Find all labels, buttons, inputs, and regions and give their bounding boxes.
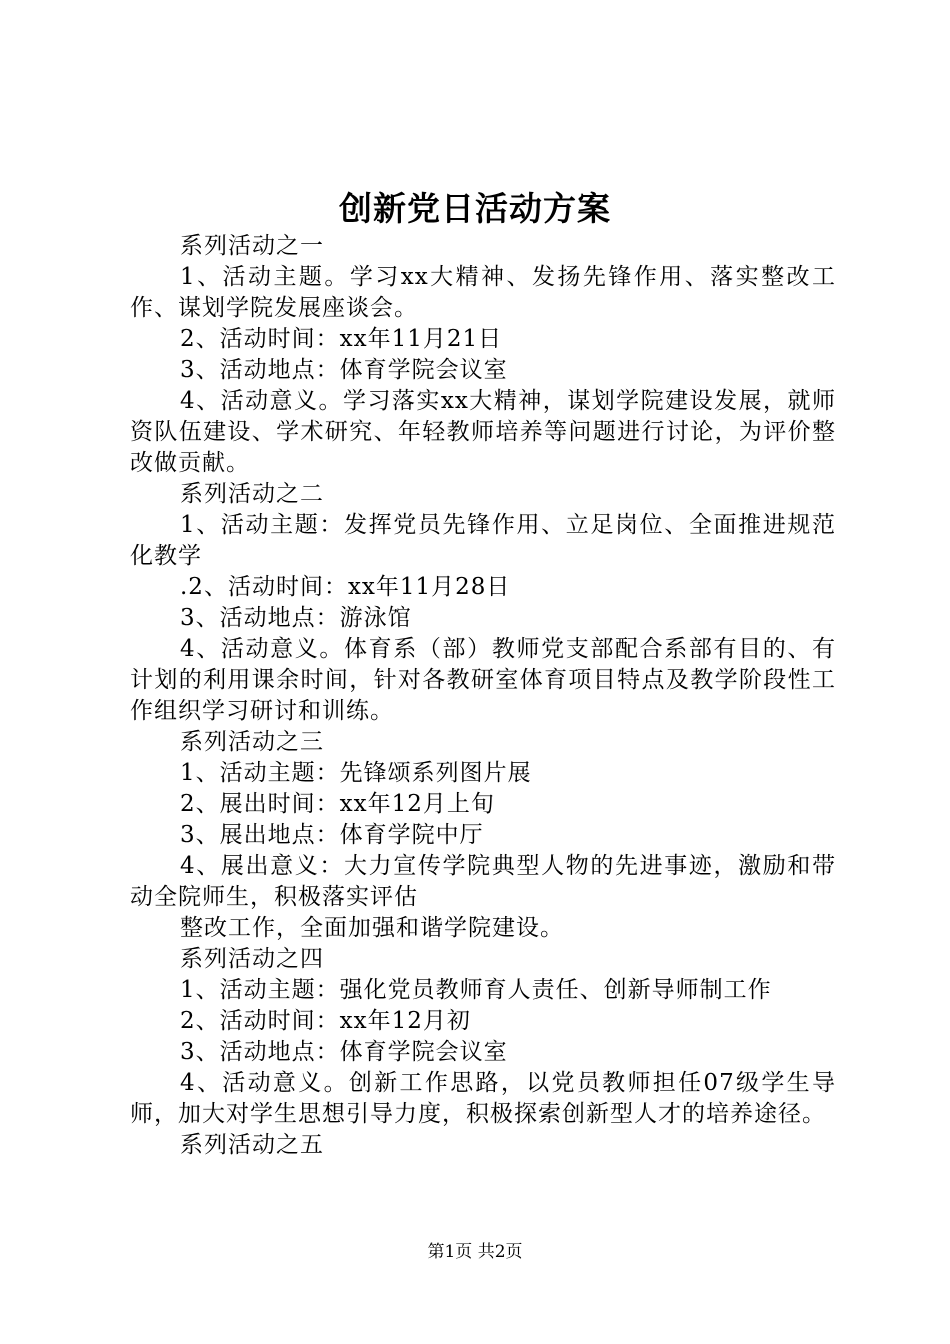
paragraph: 4、活动意义。体育系（部）教师党支部配合系部有目的、有计划的利用课余时间，针对各教研室体育项目特点及教学阶段性工作组织学习研讨和训练。 bbox=[130, 636, 836, 724]
paragraph: 2、活动时间：xx年12月初 bbox=[180, 1008, 471, 1034]
document-title: 创新党日活动方案 bbox=[339, 189, 611, 228]
paragraph: 1、活动主题。学习xx大精神、发扬先锋作用、落实整改工作、谋划学院发展座谈会。 bbox=[130, 264, 836, 321]
paragraph: 3、活动地点：游泳馆 bbox=[180, 605, 412, 631]
paragraph: 1、活动主题：强化党员教师育人责任、创新导师制工作 bbox=[180, 977, 772, 1003]
section-heading-3: 系列活动之三 bbox=[180, 729, 324, 755]
paragraph: 3、活动地点：体育学院会议室 bbox=[180, 357, 508, 383]
paragraph: 4、活动意义。学习落实xx大精神，谋划学院建设发展，就师资队伍建设、学术研究、年轻教师培养等问题进行讨论，为评价整改做贡献。 bbox=[130, 388, 836, 476]
paragraph: 2、展出时间：xx年12月上旬 bbox=[180, 791, 495, 817]
paragraph: 3、展出地点：体育学院中厅 bbox=[180, 822, 484, 848]
document-body bbox=[130, 231, 836, 1161]
section-heading-2: 系列活动之二 bbox=[180, 481, 324, 507]
page-footer: 第1页 共2页 bbox=[427, 1242, 523, 1262]
paragraph: 1、活动主题：先锋颂系列图片展 bbox=[180, 760, 532, 786]
paragraph: 整改工作，全面加强和谐学院建设。 bbox=[180, 915, 564, 941]
paragraph: 4、展出意义：大力宣传学院典型人物的先进事迹，激励和带动全院师生，积极落实评估 bbox=[130, 853, 836, 910]
paragraph: 2、活动时间：xx年11月21日 bbox=[180, 326, 503, 352]
paragraph: 3、活动地点：体育学院会议室 bbox=[180, 1039, 508, 1065]
section-heading-4: 系列活动之四 bbox=[180, 946, 324, 972]
paragraph: .2、活动时间：xx年11月28日 bbox=[180, 574, 511, 600]
section-heading-5: 系列活动之五 bbox=[180, 1132, 324, 1158]
paragraph: 4、活动意义。创新工作思路，以党员教师担任07级学生导师，加大对学生思想引导力度，积极探索创新型人才的培养途径。 bbox=[130, 1070, 836, 1127]
section-heading-1: 系列活动之一 bbox=[180, 233, 324, 259]
paragraph: 1、活动主题：发挥党员先锋作用、立足岗位、全面推进规范化教学 bbox=[130, 512, 836, 569]
